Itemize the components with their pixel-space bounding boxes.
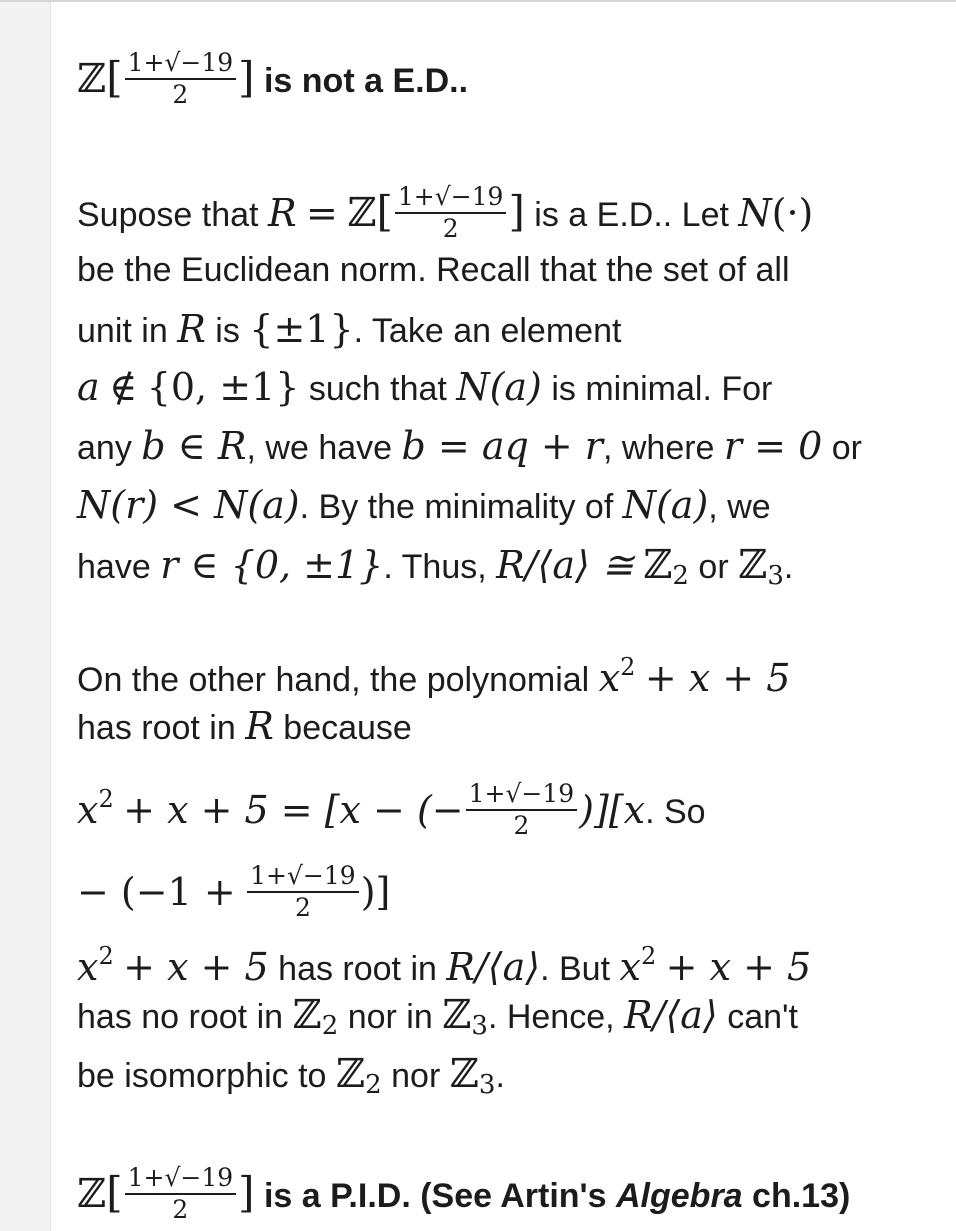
fraction: $\frac{1+√-19}{2}$ <box>395 182 507 244</box>
fraction: $\frac{1+√-19}{2}$ <box>125 48 237 110</box>
p2-line-4: − (−1 + $\frac{1+√-19}{2}$ )] <box>77 861 391 922</box>
p1-line-1: Supose that R = ℤ[ $\frac{1+√-19}{2}$ ] is a E.D.. Let N(·) <box>77 182 814 243</box>
p2-line-6: has no root in ℤ$_2$ nor in ℤ$_3$. Hence, R/⟨a⟩ can't <box>77 992 798 1041</box>
p2-line-5: $x^2 + x + 5$ has root in R/⟨a⟩. But $x^2 + x + 5$ <box>77 942 812 989</box>
p1-line-2: be the Euclidean norm. Recall that the set of all <box>77 251 790 289</box>
top-divider <box>0 0 956 2</box>
ring-symbol: ℤ <box>77 1170 107 1217</box>
p2-line-3: $x^2 + x + 5 = [x$ − (− $\frac{1+√-19}{2}$ )][x. So <box>77 779 706 841</box>
p1-line-3: unit in R is {±1}. Take an element <box>77 307 622 351</box>
p2-line-2: has root in R because <box>77 704 412 748</box>
heading-not-ed: ℤ[ $\frac{1+√-19}{2}$ ] is not a E.D.. <box>77 48 469 109</box>
heading-is-pid: ℤ[ $\frac{1+√-19}{2}$ ] is a P.I.D. (See Artin's Algebra ch.13) <box>77 1163 851 1224</box>
p1-line-6: N(r) < N(a). By the minimality of N(a), we <box>77 483 771 527</box>
p1-line-7: have r ∈ {0, ±1}. Thus, R/⟨a⟩ ≅ ℤ$_2$ or ℤ$_3$. <box>77 542 794 591</box>
book-title: Algebra <box>616 1176 743 1215</box>
p2-line-1: On the other hand, the polynomial $x^2 + x + 5$ <box>77 653 791 700</box>
heading-text: is not a E.D.. <box>263 61 469 100</box>
fraction: $\frac{1+√-19}{2}$ <box>466 779 578 841</box>
ring-symbol: ℤ <box>77 55 107 102</box>
left-margin <box>0 2 51 1231</box>
fraction: $\frac{1+√-19}{2}$ <box>125 1163 237 1225</box>
p1-line-5: any b ∈ R, we have b = aq + r, where r = 0 or <box>77 424 862 468</box>
p2-line-7: be isomorphic to ℤ$_2$ nor ℤ$_3$. <box>77 1051 505 1100</box>
p1-line-4: a ∉ {0, ±1} such that N(a) is minimal. For <box>77 365 773 409</box>
fraction: $\frac{1+√-19}{2}$ <box>247 861 359 923</box>
